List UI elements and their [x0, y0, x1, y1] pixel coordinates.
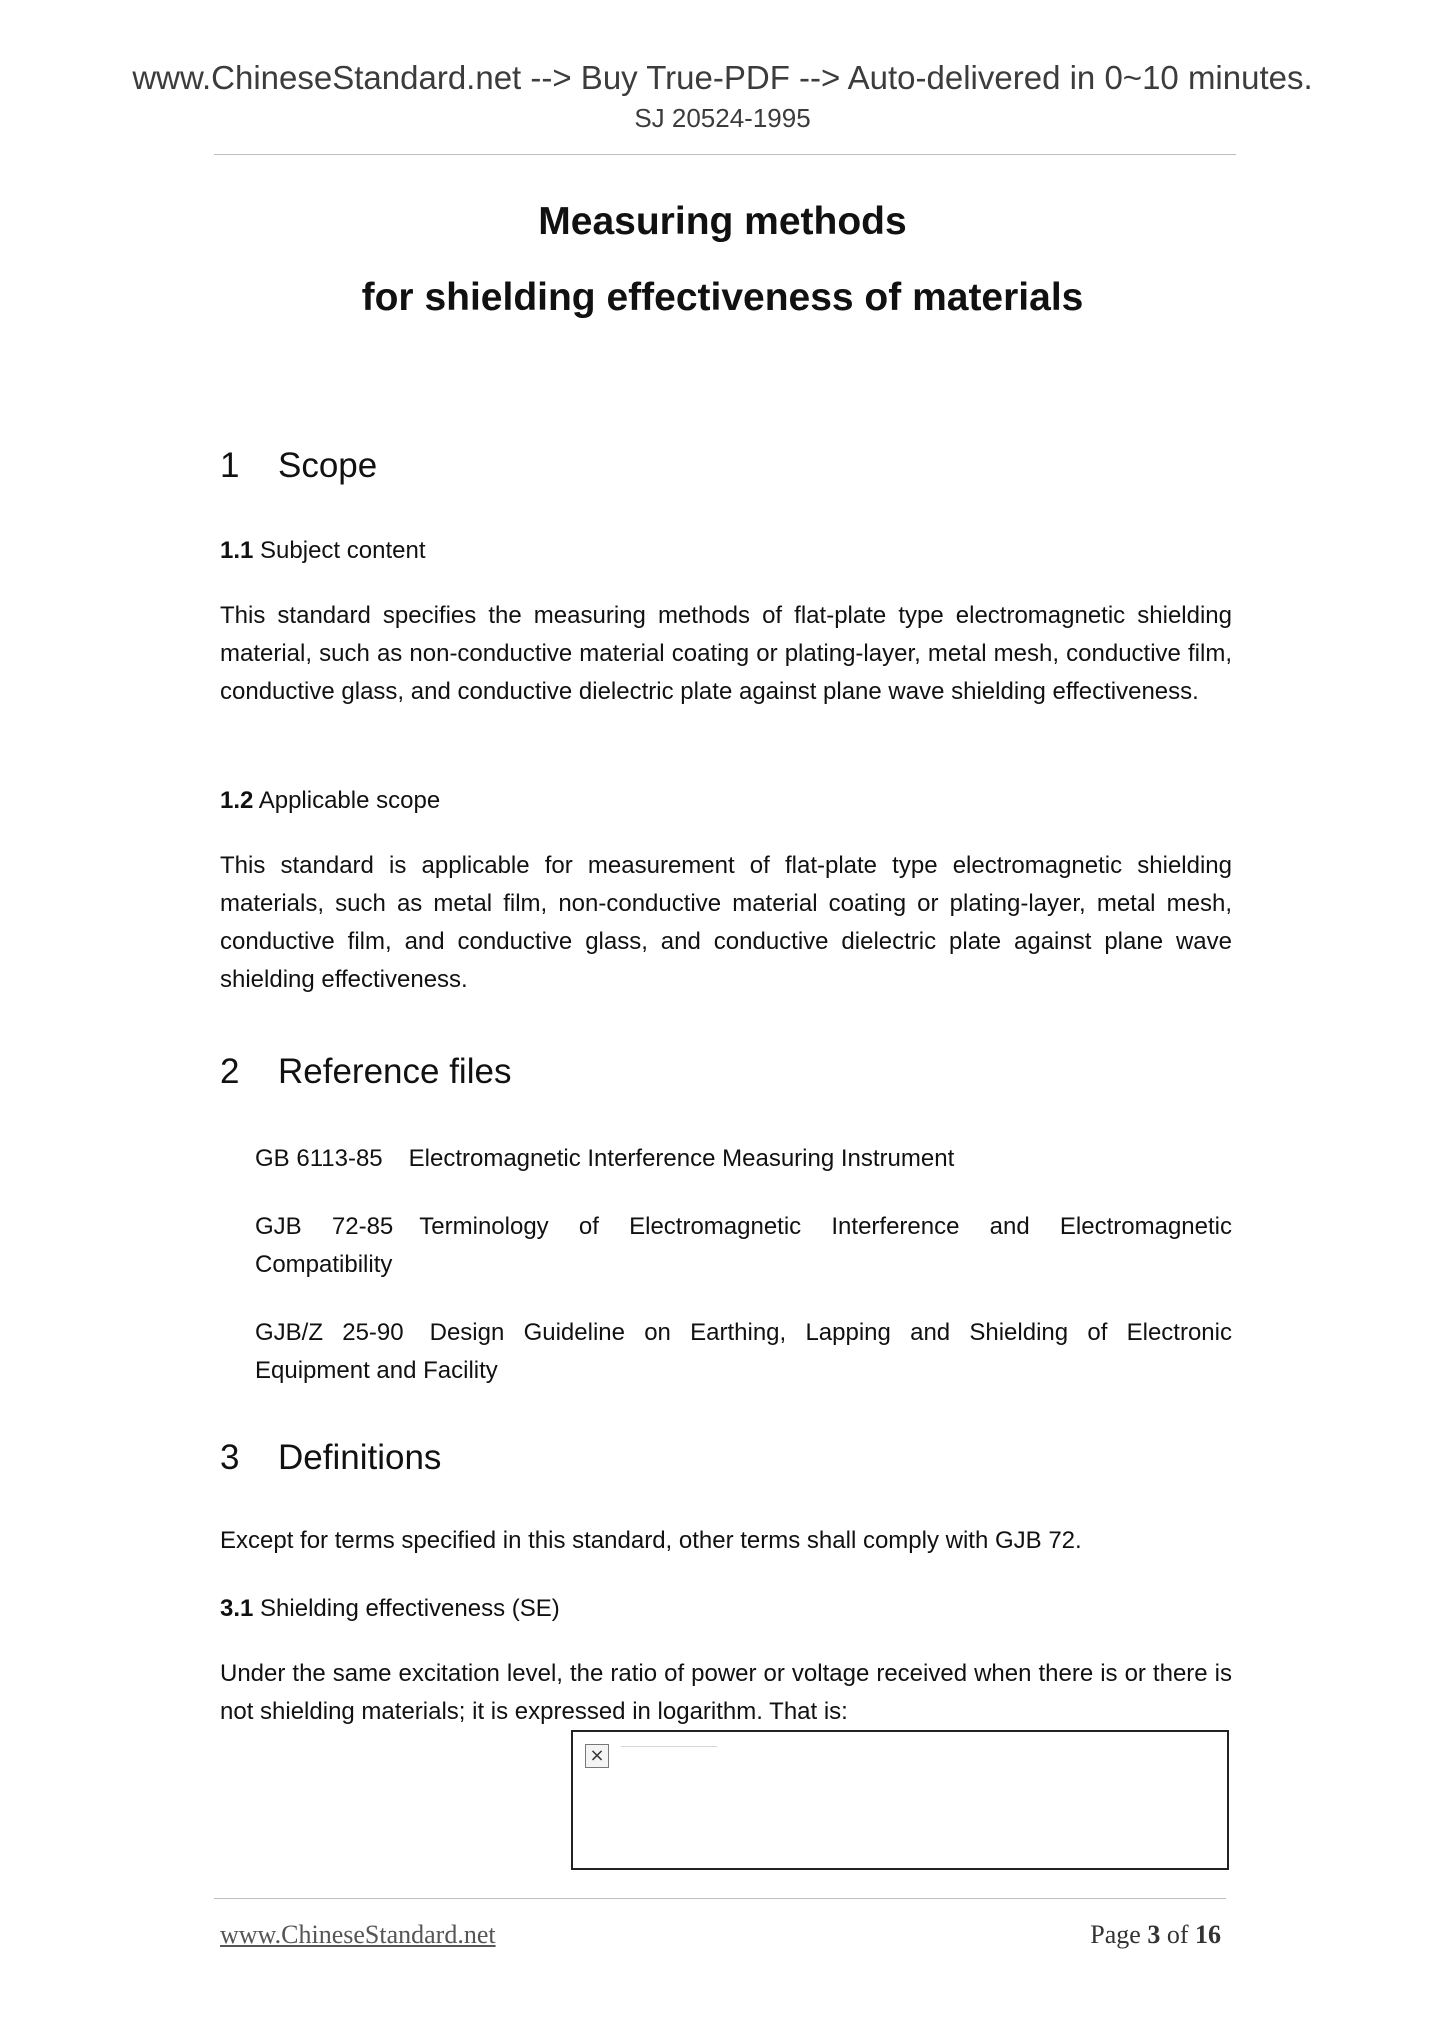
section-number: 3	[220, 1438, 240, 1477]
page-of-label: of	[1166, 1920, 1189, 1949]
section-title: Definitions	[278, 1438, 442, 1477]
section-heading-scope	[220, 444, 377, 488]
subsection-title: Shielding effectiveness (SE)	[260, 1595, 560, 1622]
top-banner[interactable]: www.ChineseStandard.net --> Buy True-PDF --> Auto-delivered in 0~10 minutes.	[132, 59, 1313, 96]
subsection-number: 1.2	[220, 787, 254, 814]
section-number: 2	[220, 1052, 240, 1091]
broken-image-icon: ×	[585, 1744, 609, 1768]
footer-site-link[interactable]: www.ChineseStandard.net	[220, 1920, 496, 1949]
reference-item	[255, 1314, 1232, 1390]
reference-code: GJB/Z 25-90	[255, 1319, 404, 1346]
section-title: Scope	[278, 446, 378, 485]
document-title-line2: for shielding effectiveness of materials	[361, 276, 1084, 319]
reference-item	[255, 1208, 1232, 1284]
document-title-line1: Measuring methods	[538, 200, 907, 243]
section-heading-definitions	[220, 1436, 441, 1480]
document-code: SJ 20524-1995	[634, 103, 811, 133]
section-heading-reference-files	[220, 1050, 511, 1094]
page-label: Page	[1090, 1920, 1141, 1949]
reference-title: Terminology of Electromagnetic Interference and Electromagnetic Compatibility	[255, 1213, 1233, 1278]
header-divider	[214, 154, 1236, 155]
reference-code: GB 6113-85	[255, 1145, 383, 1172]
formula-image-placeholder	[571, 1730, 1229, 1870]
current-page-number: 3	[1147, 1920, 1161, 1949]
scope-subject-paragraph: This standard specifies the measuring methods of flat-plate type electromagnetic shielding material, such as non-conductive material coating or plating-layer, metal mesh, conductive film, conductive glass, and conductive dielectric plate against plane wave shielding effectiveness.	[220, 602, 1232, 705]
page-indicator	[1090, 1920, 1221, 1950]
broken-image-caption-line	[621, 1746, 717, 1747]
reference-title: Design Guideline on Earthing, Lapping and Shielding of Electronic Equipment and Facility	[255, 1319, 1232, 1384]
reference-item	[255, 1140, 1232, 1178]
reference-title: Electromagnetic Interference Measuring Instrument	[408, 1145, 955, 1172]
section-title: Reference files	[278, 1052, 512, 1091]
subsection-title: Subject content	[260, 537, 426, 564]
subsection-heading-subject-content	[220, 535, 426, 567]
definitions-intro: Except for terms specified in this standard, other terms shall comply with GJB 72.	[220, 1527, 1082, 1554]
section-number: 1	[220, 446, 240, 485]
shielding-effectiveness-definition: Under the same excitation level, the ratio of power or voltage received when there is or there is not shielding materials; it is expressed in logarithm. That is:	[220, 1660, 1232, 1725]
subsection-number: 3.1	[220, 1595, 254, 1622]
reference-code: GJB 72-85	[255, 1213, 394, 1240]
subsection-heading-applicable-scope	[220, 785, 440, 817]
total-page-count: 16	[1195, 1920, 1221, 1949]
subsection-heading-shielding-effectiveness	[220, 1593, 560, 1625]
subsection-number: 1.1	[220, 537, 254, 564]
scope-applicable-paragraph: This standard is applicable for measurement of flat-plate type electromagnetic shielding materials, such as metal film, non-conductive material coating or plating-layer, metal mesh, conductive film, and conductive glass, and conductive dielectric plate against plane wave shielding effectiveness.	[220, 852, 1232, 993]
footer-divider	[214, 1898, 1226, 1899]
subsection-title: Applicable scope	[258, 787, 441, 814]
